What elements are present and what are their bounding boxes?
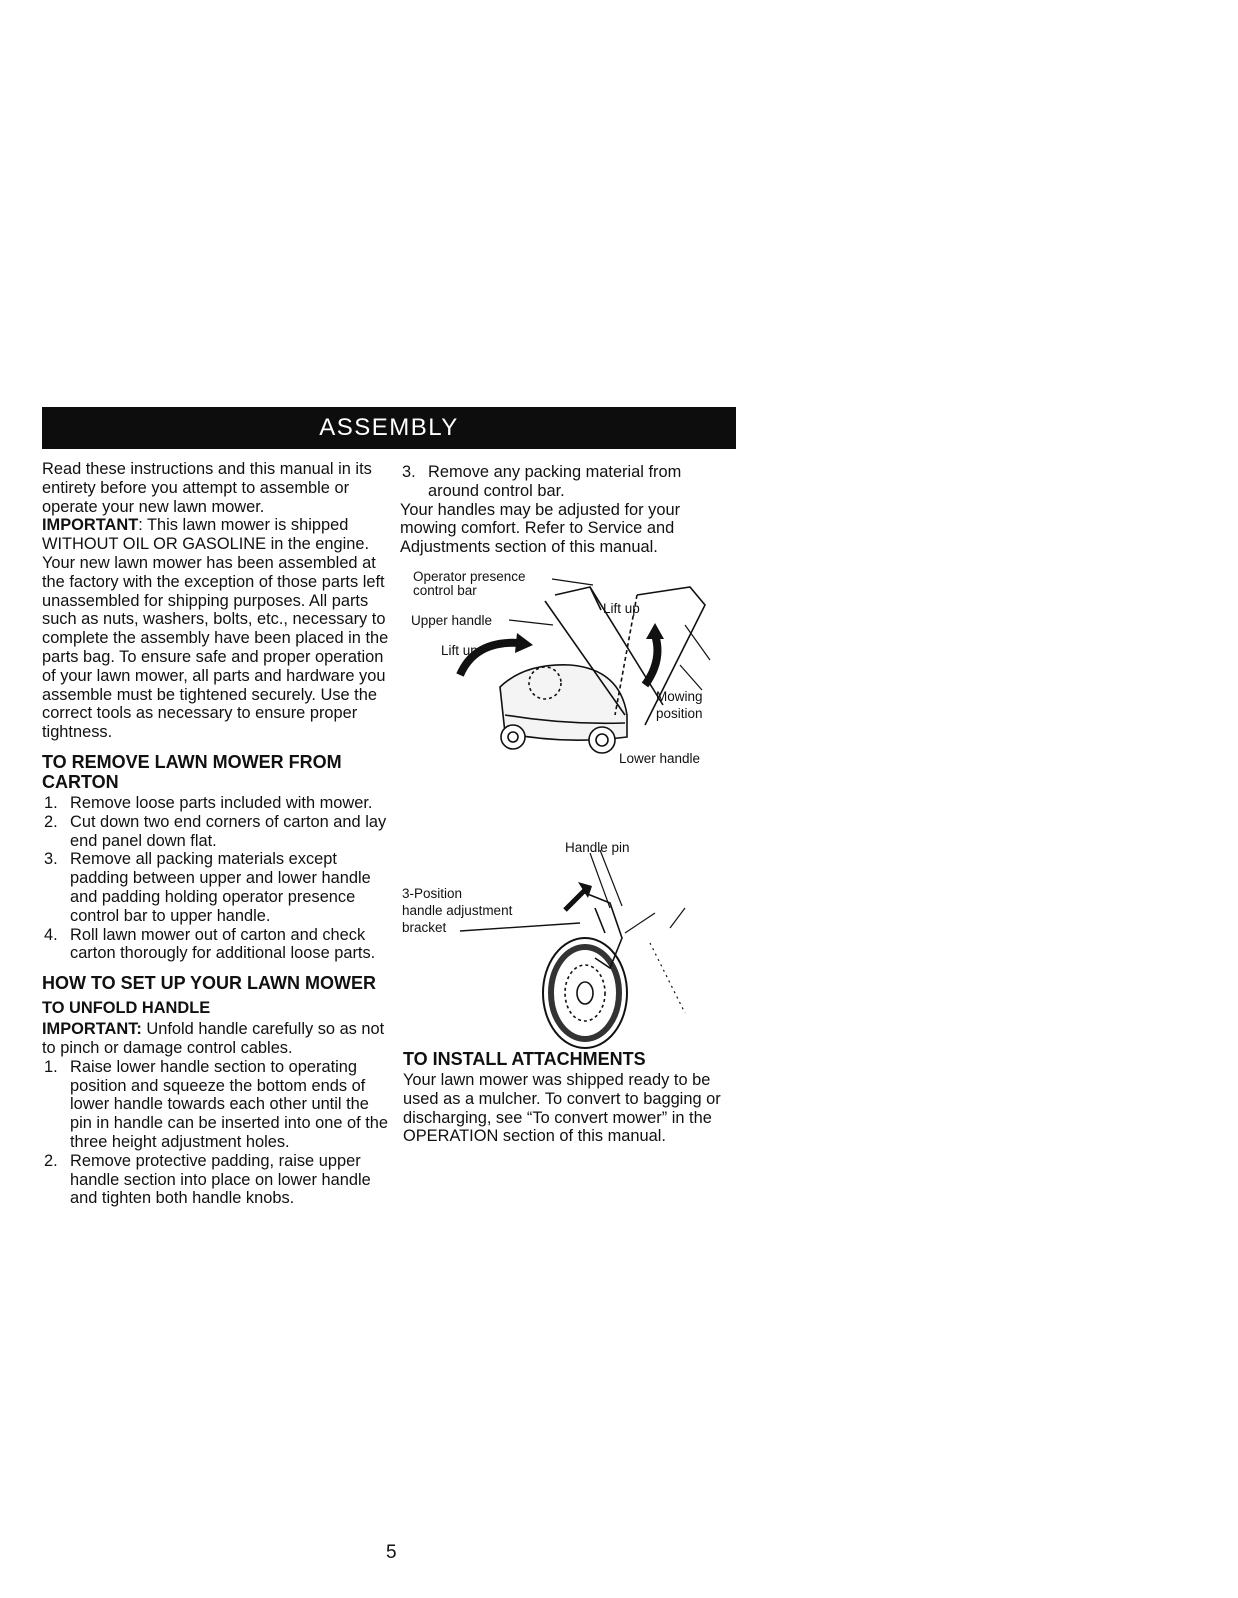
list-item [42,794,392,813]
setup-heading: HOW TO SET UP YOUR LAWN MOWER [42,973,377,994]
step-text: Remove protective padding, raise upper handle section into place on lower handle and tighten both handle knobs. [70,1151,371,1208]
important-label: IMPORTANT [42,516,139,535]
intro-paragraph: Read these instructions and this manual in its entirety before you attempt to assemble or operate your new lawn mower. [42,460,372,516]
unfold-handle-subheading: TO UNFOLD HANDLE [42,999,211,1018]
label-lift-up-left: Lift up [441,643,478,658]
handle-pin-figure [400,838,730,1058]
step-number: 1. [44,793,58,812]
section-banner [42,407,736,449]
step-text: Remove loose parts included with mower. [70,793,373,812]
unfold-handle-steps [42,1058,392,1208]
label-three-position: 3-Position [402,886,463,901]
wheel-bracket-illustration [400,838,730,1058]
control-bar-step [400,463,735,501]
left-column [42,460,392,1208]
important-text: : This lawn mower is shipped WITHOUT OIL OR GASOLINE in the engine. [42,516,370,554]
label-mowing: Mowing [656,689,703,704]
banner-title: ASSEMBLY [319,414,459,441]
unfold-important-note [42,1020,392,1058]
list-item [400,463,735,501]
factory-assembly-paragraph: Your new lawn mower has been assembled at the factory with the exception of those parts left unassembled for shipping purposes. All parts such as nuts, washers, bolts, etc., necessary to complete the assembly have been placed in the parts bag. To ensure safe and proper operation of your lawn mower, all parts and hardware you assemble must be tightened securely. Use the correct tools as necessary to ensure proper tightness. [42,553,389,742]
step-number: 2. [44,812,58,831]
label-upper-handle: Upper handle [411,613,493,628]
step-text: Cut down two end corners of carton and lay end panel down flat. [70,812,387,850]
label-position: position [656,706,703,721]
list-item [42,850,392,925]
step-text: Remove all packing materials except padding between upper and lower handle and padding holding operator presence control bar to upper handle. [70,850,371,925]
list-item [42,1058,392,1152]
step-number: 2. [44,1151,58,1170]
attachments-heading: TO INSTALL ATTACHMENTS [403,1049,646,1069]
label-lift-up-right: Lift up [603,601,640,616]
label-lower-handle: Lower handle [619,751,701,766]
step-text: Roll lawn mower out of carton and check carton thorougly for additional loose parts. [70,925,376,963]
page-number: 5 [386,1542,397,1563]
label-control-bar: control bar [413,583,477,598]
attachments-text: Your lawn mower was shipped ready to be used as a mulcher. To convert to bagging or discharging, see “To convert mower” in the OPERATION section of this manual. [403,1071,721,1146]
step-number: 1. [44,1057,58,1076]
important-label: IMPORTANT: [42,1020,142,1039]
adjust-paragraph: Your handles may be adjusted for your mowing comfort. Refer to Service and Adjustments section of this manual. [400,500,681,557]
step-number: 4. [44,925,58,944]
remove-carton-steps [42,794,392,963]
list-item [42,926,392,964]
label-handle-pin: Handle pin [565,840,630,855]
right-column [400,463,735,557]
list-item [42,1152,392,1208]
list-item [42,813,392,851]
important-text: Unfold handle carefully so as not to pinch or damage control cables. [42,1020,385,1057]
important-note [42,516,392,554]
label-handle-adjustment: handle adjustment [402,903,513,918]
label-bracket: bracket [402,920,447,935]
mower-handle-figure [405,565,735,775]
attachments-section [403,1049,738,1146]
step-text: Remove any packing material from around control bar. [428,463,682,500]
label-operator-presence: Operator presence [413,569,526,584]
step-number: 3. [44,850,58,869]
step-number: 3. [402,463,416,481]
remove-carton-heading: TO REMOVE LAWN MOWER FROM CARTON [42,751,342,792]
step-text: Raise lower handle section to operating position and squeeze the bottom ends of lower handle towards each other until the pin in handle can be inserted into one of the three height adjustment holes. [70,1057,389,1151]
